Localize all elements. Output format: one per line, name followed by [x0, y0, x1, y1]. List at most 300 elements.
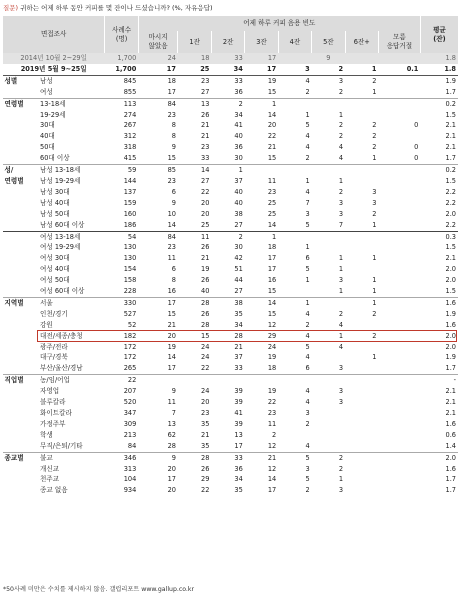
row-average: 1.5: [420, 286, 458, 297]
row-label: 대전/세종/충청: [38, 331, 105, 342]
row-value: 14: [167, 353, 176, 362]
row-value: [379, 386, 421, 397]
row-sample-size: 172: [123, 342, 137, 351]
row-label: 학생: [40, 430, 53, 439]
row-value: 22: [267, 132, 277, 141]
row-group: [3, 110, 39, 121]
row-value: [312, 408, 345, 419]
row-average: 1.5: [445, 110, 456, 119]
table-row: [3, 198, 459, 209]
row-value: 5: [305, 453, 310, 462]
table-row: [3, 87, 459, 98]
row-value: 22: [201, 187, 210, 196]
row-value: [312, 441, 345, 452]
row-value: 2: [338, 453, 344, 462]
row-sample-size: 130: [123, 254, 137, 263]
row-value: 34: [234, 110, 243, 119]
table-row: [3, 464, 459, 475]
row-value: [379, 363, 421, 374]
row-group: 성별: [4, 76, 18, 85]
row-value: 15: [167, 309, 176, 318]
row-value: 23: [267, 409, 277, 417]
row-value: 13: [234, 430, 243, 439]
question-body: 귀하는 어제 하루 동안 커피를 몇 잔이나 드셨습니까? (%, 자유응답): [20, 4, 213, 12]
row-average: 0.2: [445, 166, 456, 175]
row-group: [3, 220, 39, 231]
row-sample-size: 54: [127, 232, 137, 241]
row-average: 2.0: [445, 342, 456, 351]
row-value: 5: [278, 220, 311, 231]
row-average: 2.1: [445, 409, 456, 417]
table-row: [3, 98, 459, 109]
row-value: 27: [201, 176, 210, 185]
row-label: 여성 30대: [40, 254, 70, 263]
row-average: 2.0: [445, 209, 456, 218]
row-value: 9: [171, 143, 176, 152]
row-sample-size: 1,700: [105, 53, 138, 64]
row-value: 37: [234, 176, 243, 185]
row-value: 4: [338, 320, 344, 329]
row-average: 2.0: [420, 331, 458, 342]
row-sample-size: 330: [123, 298, 137, 307]
table-row: [3, 231, 459, 242]
row-value: 2: [372, 309, 377, 318]
row-value: [379, 165, 421, 176]
row-value: 0: [414, 143, 419, 152]
row-label: 여성: [38, 87, 105, 98]
table-row: [3, 142, 459, 153]
row-value: 41: [234, 121, 243, 130]
row-sample-size: 158: [123, 276, 137, 285]
row-sample-size: 520: [123, 398, 137, 407]
row-value: 4: [305, 398, 310, 407]
row-value: 1: [305, 298, 310, 307]
row-value: 33: [178, 153, 211, 164]
row-sample-size: 265: [105, 363, 138, 374]
row-value: 40: [234, 198, 243, 207]
row-average: 1.6: [445, 419, 456, 428]
row-sample-size: 59: [127, 166, 137, 175]
row-value: 18: [245, 363, 278, 374]
row-value: [379, 419, 421, 430]
row-value: 2: [372, 76, 377, 85]
row-average: 2.2: [445, 198, 456, 207]
row-value: [379, 242, 421, 253]
row-value: 29: [201, 475, 210, 484]
row-value: [379, 408, 421, 419]
row-average: 1.6: [445, 320, 456, 329]
row-value: [312, 352, 345, 363]
row-value: 1: [372, 298, 377, 307]
row-label: 강원: [40, 320, 53, 329]
row-value: 21: [201, 430, 210, 439]
row-label: 남성: [40, 76, 53, 85]
row-value: 33: [211, 363, 244, 374]
row-value: 15: [178, 331, 211, 342]
row-sample-size: 154: [123, 265, 137, 274]
row-value: 17: [138, 363, 178, 374]
row-label: 여성 19-29세: [40, 243, 81, 252]
row-value: [379, 53, 421, 64]
row-value: [379, 474, 421, 485]
table-row: [3, 386, 459, 397]
row-value: 51: [234, 265, 243, 274]
row-average: 1.7: [420, 153, 458, 164]
row-sample-size: 52: [127, 320, 137, 329]
row-value: 20: [138, 331, 178, 342]
row-value: [345, 430, 378, 441]
row-group: [3, 120, 39, 131]
row-value: 3: [338, 398, 344, 407]
row-value: 2: [238, 232, 243, 241]
row-value: 40: [234, 187, 243, 196]
row-value: [312, 242, 345, 253]
row-value: [379, 198, 421, 209]
row-value: 4: [305, 387, 310, 396]
row-value: 12: [267, 320, 277, 329]
row-value: 33: [211, 53, 244, 64]
row-group: [3, 209, 39, 220]
row-label: 자영업: [40, 387, 60, 396]
row-label: 남성 50대: [40, 209, 70, 218]
row-value: 17: [167, 298, 176, 307]
row-value: [379, 264, 421, 275]
row-value: 21: [267, 143, 277, 152]
row-group: [3, 408, 39, 419]
row-value: [379, 253, 421, 264]
row-value: 38: [234, 298, 243, 307]
table-row: [3, 474, 459, 485]
table-row: [3, 331, 459, 342]
row-value: 1: [338, 475, 344, 484]
header-col-0: 마시지 않았음: [138, 31, 178, 53]
table-row: [3, 363, 459, 374]
row-label: 남성 40대: [40, 198, 70, 207]
row-value: [345, 320, 378, 331]
row-value: 3: [338, 76, 344, 85]
row-value: 6: [171, 187, 176, 196]
row-value: 35: [201, 419, 210, 428]
row-value: [379, 110, 421, 121]
row-value: [345, 264, 378, 275]
row-average: 2.0: [445, 453, 456, 462]
row-group: [3, 253, 39, 264]
row-value: [379, 342, 421, 353]
row-average: -: [453, 376, 456, 385]
row-value: 2: [272, 430, 277, 439]
row-label: 13-18세: [40, 99, 66, 108]
row-value: 7: [305, 198, 310, 207]
row-sample-size: 274: [123, 110, 137, 119]
row-value: 13: [201, 99, 210, 108]
row-value: 21: [234, 342, 243, 351]
row-value: 22: [201, 486, 210, 495]
table-row: [3, 408, 459, 419]
row-value: [345, 110, 378, 121]
row-value: 40: [178, 286, 211, 297]
table-row: [3, 242, 459, 253]
row-value: 6: [305, 254, 310, 263]
row-value: 3: [372, 187, 377, 196]
row-value: 11: [201, 232, 210, 241]
row-value: [345, 98, 378, 109]
row-group: [3, 419, 39, 430]
row-value: 3: [312, 363, 345, 374]
row-value: 4: [305, 132, 310, 141]
row-value: 2: [312, 64, 345, 75]
row-sample-size: 159: [123, 198, 137, 207]
row-group: [3, 198, 39, 209]
row-sample-size: 137: [123, 187, 137, 196]
row-value: 2: [338, 132, 344, 141]
row-value: 1: [338, 265, 344, 274]
row-value: 35: [178, 441, 211, 452]
row-average: 2.1: [445, 254, 456, 263]
row-value: 41: [234, 409, 243, 417]
table-row: [3, 53, 459, 64]
row-value: [345, 419, 378, 430]
row-value: [345, 231, 378, 242]
row-group: [3, 464, 39, 475]
row-value: 18: [167, 76, 176, 85]
row-value: [379, 452, 421, 463]
row-value: 2: [338, 187, 344, 196]
row-value: 5: [305, 265, 310, 274]
row-value: 34: [211, 64, 244, 75]
row-value: 35: [234, 309, 243, 318]
row-value: 21: [201, 132, 210, 141]
row-value: 23: [167, 176, 176, 185]
row-value: [379, 220, 421, 231]
header-average: 평균 (잔): [420, 16, 458, 53]
row-value: 17: [167, 475, 176, 484]
row-value: 4: [305, 76, 310, 85]
row-value: 3: [338, 198, 344, 207]
row-label: 천주교: [40, 475, 60, 484]
row-value: 4: [305, 187, 310, 196]
row-value: [138, 375, 420, 386]
row-value: 34: [234, 475, 243, 484]
header-col-6: 6잔+: [345, 31, 378, 53]
row-value: 28: [211, 331, 244, 342]
row-sample-size: 1,700: [105, 64, 138, 75]
row-value: 23: [167, 243, 176, 252]
row-value: [312, 419, 345, 430]
row-value: 26: [201, 276, 210, 285]
row-value: [345, 474, 378, 485]
table-row: [3, 452, 459, 463]
row-group: [3, 153, 39, 164]
row-value: 15: [138, 153, 178, 164]
row-value: 11: [267, 176, 277, 185]
row-value: 4: [278, 441, 311, 452]
row-value: 21: [267, 453, 277, 462]
row-label: 인천/경기: [40, 309, 68, 318]
row-sample-size: 22: [127, 376, 137, 385]
row-value: 39: [234, 419, 243, 428]
row-value: 1: [345, 220, 378, 231]
row-value: [345, 363, 378, 374]
row-sample-size: 318: [123, 143, 137, 152]
row-value: [345, 242, 378, 253]
row-value: 21: [167, 320, 176, 329]
row-value: 1: [345, 64, 378, 75]
row-value: 14: [138, 220, 178, 231]
row-value: 17: [267, 486, 277, 495]
row-value: [312, 231, 345, 242]
row-value: 4: [305, 143, 310, 152]
row-group: [3, 320, 39, 331]
row-label: 블루칼라: [40, 398, 66, 407]
row-sample-size: 267: [123, 121, 137, 130]
row-value: 13: [167, 419, 176, 428]
row-value: 8: [171, 132, 176, 141]
table-row: [3, 110, 459, 121]
row-value: 30: [234, 243, 243, 252]
table-row: [3, 209, 459, 220]
row-value: 33: [234, 76, 243, 85]
row-value: 39: [234, 387, 243, 396]
table-row: [3, 153, 459, 164]
row-value: 26: [201, 309, 210, 318]
row-group: [3, 142, 39, 153]
row-value: 2: [345, 331, 378, 342]
row-sample-size: 527: [123, 309, 137, 318]
row-value: [379, 331, 421, 342]
row-sample-size: 845: [123, 76, 137, 85]
row-value: [379, 131, 421, 142]
row-group: [3, 187, 39, 198]
row-value: 15: [267, 309, 277, 318]
row-average: 1.9: [445, 76, 456, 85]
row-label: 무직/은퇴/기타: [38, 441, 105, 452]
row-value: 24: [201, 353, 210, 362]
row-value: 17: [245, 64, 278, 75]
row-sample-size: 172: [123, 353, 137, 362]
row-average: 2.1: [445, 121, 456, 130]
row-value: 3: [305, 409, 310, 417]
row-value: [278, 286, 311, 297]
row-label: 화이트칼라: [40, 409, 72, 417]
row-value: 3: [338, 276, 344, 285]
row-value: 1: [345, 87, 378, 98]
table-row: [3, 253, 459, 264]
table-row: [3, 264, 459, 275]
row-value: 37: [234, 353, 243, 362]
row-group: [3, 131, 39, 142]
row-value: 27: [211, 286, 244, 297]
row-average: 2.1: [445, 387, 456, 396]
row-group: [3, 331, 39, 342]
row-value: 1: [312, 331, 345, 342]
row-value: 2: [338, 121, 344, 130]
row-label: 여성 50대: [40, 276, 70, 285]
row-label: 50대: [40, 143, 55, 152]
row-value: 4: [305, 353, 310, 362]
row-value: 22: [178, 363, 211, 374]
row-value: 39: [234, 398, 243, 407]
row-value: [379, 320, 421, 331]
row-group: [3, 352, 39, 363]
row-sample-size: 213: [123, 430, 137, 439]
row-value: 20: [167, 464, 176, 473]
header-col-5: 5잔: [312, 31, 345, 53]
row-value: 10: [167, 209, 176, 218]
row-value: 3: [338, 209, 344, 218]
row-sample-size: 182: [105, 331, 138, 342]
row-value: 38: [234, 209, 243, 218]
row-value: 11: [267, 419, 277, 428]
row-value: [345, 408, 378, 419]
row-average: 1.4: [420, 441, 458, 452]
row-value: [278, 430, 311, 441]
row-average: 1.6: [445, 464, 456, 473]
row-value: 25: [178, 64, 211, 75]
row-value: 1: [305, 110, 310, 119]
row-sample-size: 113: [123, 99, 137, 108]
table-row: [3, 131, 459, 142]
header-col-2: 2잔: [211, 31, 244, 53]
row-average: 1.8: [420, 53, 458, 64]
row-average: 1.9: [445, 353, 456, 362]
row-label: 여성 13-18세: [40, 232, 81, 241]
row-value: 84: [167, 99, 176, 108]
row-value: 27: [211, 220, 244, 231]
row-group: [3, 430, 39, 441]
row-value: [379, 286, 421, 297]
row-sample-size: 347: [123, 409, 137, 417]
row-value: 36: [234, 464, 243, 473]
row-value: [278, 98, 311, 109]
row-value: 3: [372, 198, 377, 207]
row-group: [3, 397, 39, 408]
row-value: [312, 98, 345, 109]
row-value: 11: [167, 254, 176, 263]
row-value: [345, 464, 378, 475]
table-row: [3, 75, 459, 86]
row-group: 지역별: [4, 298, 24, 307]
row-value: 2: [278, 153, 311, 164]
table-row: [3, 352, 459, 363]
row-value: 2: [305, 486, 310, 495]
row-value: 1: [305, 176, 310, 185]
row-value: 2: [372, 132, 377, 141]
row-group: [3, 309, 39, 320]
row-value: 26: [201, 464, 210, 473]
row-value: 20: [267, 121, 277, 130]
row-group: [3, 441, 39, 452]
row-group: [3, 242, 39, 253]
row-value: 17: [138, 87, 178, 98]
row-value: 1: [345, 286, 378, 297]
row-group: 연령별: [4, 176, 24, 185]
row-value: 85: [167, 166, 176, 175]
row-group: 직업별: [4, 376, 24, 385]
row-average: 0.3: [445, 232, 456, 241]
row-label: 종교 없음: [40, 486, 68, 495]
row-group: [3, 87, 39, 98]
table-row: [3, 220, 459, 231]
row-value: 6: [171, 265, 176, 274]
row-value: 19: [267, 387, 277, 396]
row-value: 21: [201, 254, 210, 263]
row-value: 3: [338, 486, 344, 495]
row-value: [379, 464, 421, 475]
row-value: 44: [234, 276, 243, 285]
row-value: [379, 98, 421, 109]
row-value: 16: [267, 276, 277, 285]
row-value: 19: [267, 76, 277, 85]
